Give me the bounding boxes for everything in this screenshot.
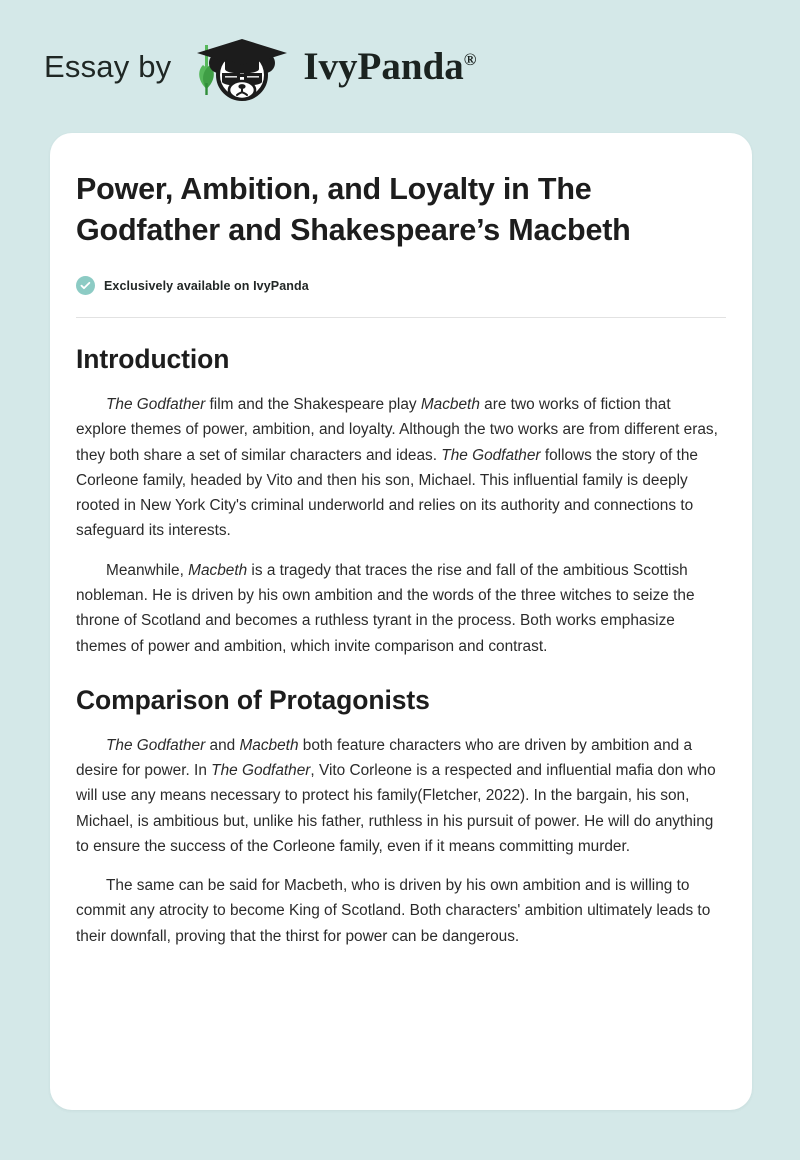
section-heading: Introduction	[76, 344, 230, 375]
body-paragraph	[76, 733, 726, 859]
page-title: Power, Ambition, and Loyalty in The Godfather and Shakespeare’s Macbeth	[76, 172, 631, 247]
panda-graduate-logo-icon	[189, 33, 299, 101]
exclusivity-badge-label: Exclusively available on IvyPanda	[104, 278, 309, 293]
text-run: is a tragedy that traces the rise and fall of the ambitious Scottish nobleman. He is driven by his own ambition and the words of the three witches to seize the throne of Scotland and becomes a ruthless tyrant in the process. Both works emphasize themes of power and ambition, which invite comparison and contrast.	[76, 561, 695, 655]
essay-body	[76, 344, 726, 949]
check-circle-icon	[76, 276, 95, 295]
italic-title-run: Macbeth	[420, 395, 480, 413]
registered-mark: ®	[463, 50, 477, 69]
italic-title-run: The Godfather	[106, 395, 206, 413]
text-run: The same can be said for Macbeth, who is driven by his own ambition and is willing to commit any atrocity to become King of Scotland. Both characters' ambition ultimately leads to their downfall, proving that the thirst for power can be dangerous.	[76, 877, 711, 945]
essay-card	[50, 133, 752, 1110]
body-paragraph	[76, 558, 726, 659]
italic-title-run: Macbeth	[239, 736, 299, 754]
body-paragraph	[76, 392, 726, 544]
brand-wordmark	[303, 47, 476, 86]
text-run: and	[205, 736, 240, 754]
body-paragraph	[76, 873, 726, 949]
italic-title-run: The Godfather	[106, 736, 206, 754]
exclusivity-badge	[76, 276, 726, 295]
section-heading: Comparison of Protagonists	[76, 684, 430, 715]
text-run: Meanwhile,	[106, 561, 189, 579]
italic-title-run: Macbeth	[188, 561, 248, 579]
text-run: follows the story of the Corleone family, headed by Vito and then his son, Michael. This influential family is deeply rooted in New York City's criminal underworld and relies on its authority and connections to safeguard its interests.	[76, 446, 698, 540]
essay-by-label: Essay by	[44, 49, 172, 84]
page-header	[0, 0, 800, 133]
header-divider	[76, 317, 726, 318]
italic-title-run: The Godfather	[441, 446, 541, 464]
ivypanda-brand[interactable]	[189, 33, 476, 101]
text-run: , Vito Corleone is a respected and influential mafia don who will use any means necessary to protect his family(Fletcher, 2022). In the bargain, his son, Michael, is ambitious but, unlike his father, ruthless in his pursuit of power. He will do anything to ensure the success of the Corleone family, even if it means committing murder.	[76, 761, 716, 855]
text-run: are two works of fiction that explore themes of power, ambition, and loyalty. Although the two works are from different eras, they both share a set of similar characters and ideas.	[76, 395, 718, 464]
text-run: film and the Shakespeare play	[205, 395, 421, 413]
text-run: both feature characters who are driven by ambition and a desire for power. In	[76, 736, 693, 779]
italic-title-run: The Godfather	[211, 761, 311, 779]
brand-name-text: IvyPanda	[303, 45, 464, 88]
